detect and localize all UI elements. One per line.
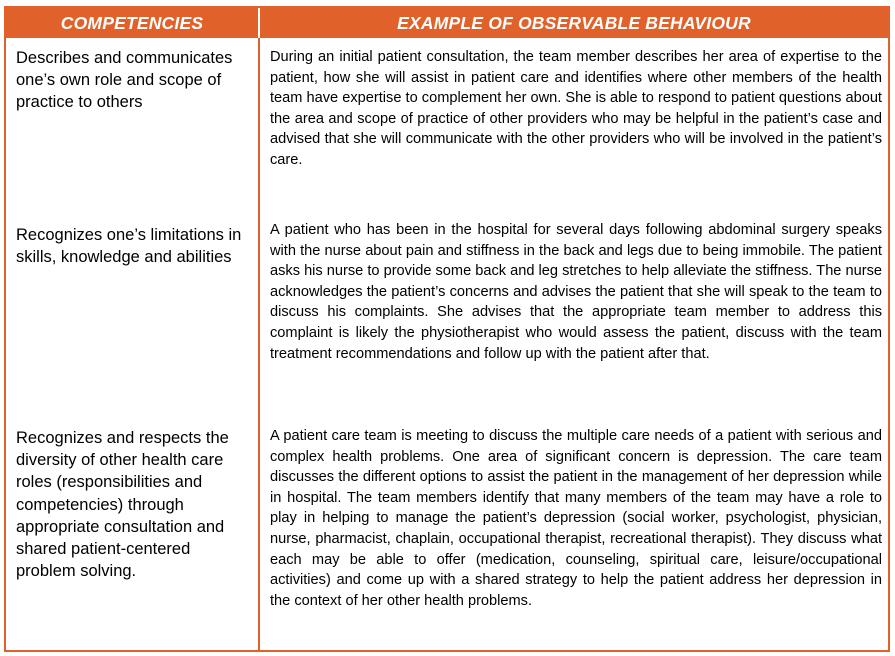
example-cell: A patient who has been in the hospital for several days following abdominal surgery speaks with the nurse about pain and stiffness in the back and legs due to being immobile. The patient asks his nurse to provide some back and leg stretches to help alleviate the stiffness. The nurse acknowledges the patient’s concerns and advises the patient that she will speak to the team to discuss his complaints. She advises that the appropriate team member to address this complaint is likely the physiotherapist who would assess the patient, discuss with the team treatment recommendations and follow up with the patient after that. [270, 222, 882, 362]
column-divider [258, 38, 260, 650]
competency-cell: Recognizes one’s limitations in skills, knowledge and abilities [16, 226, 242, 267]
competencies-table [4, 6, 890, 652]
example-cell: During an initial patient consultation, the team member describes her area of expertise to the patient, how she will assist in patient care and identifies where other members of the health team have expertise to complement her own. She is able to respond to patient questions about the area and scope of practice of other providers who may be helpful in the patient’s case and advised that she will communicate with the other providers who will be involved in the patient’s care. [270, 49, 882, 168]
example-cell: A patient care team is meeting to discuss the multiple care needs of a patient with serious and complex health problems. One area of significant concern is depression. The care team discusses the different options to assist the patient in the management of her depression while in hospital. The team members identify that many members of the team may have a role to play in helping to manage the patient’s depression (social worker, psychologist, physician, nurse, pharmacist, chaplain, occupational therapist, recreational therapist). They discuss what each may be able to offer (medication, counseling, spiritual care, leisure/occupational activities) and come up with a shared strategy to help the patient address her depression in the context of her other health problems. [270, 428, 882, 609]
header-example-behaviour: EXAMPLE OF OBSERVABLE BEHAVIOUR [258, 8, 888, 38]
competency-cell: Describes and communicates one’s own role and scope of practice to others [16, 49, 233, 112]
table-header-row [6, 8, 888, 38]
header-competencies: COMPETENCIES [60, 12, 204, 33]
competency-cell: Recognizes and respects the diversity of other health care roles (responsibilities and competencies) through appropriate consultation and shared patient-centered problem solving. [16, 429, 229, 581]
